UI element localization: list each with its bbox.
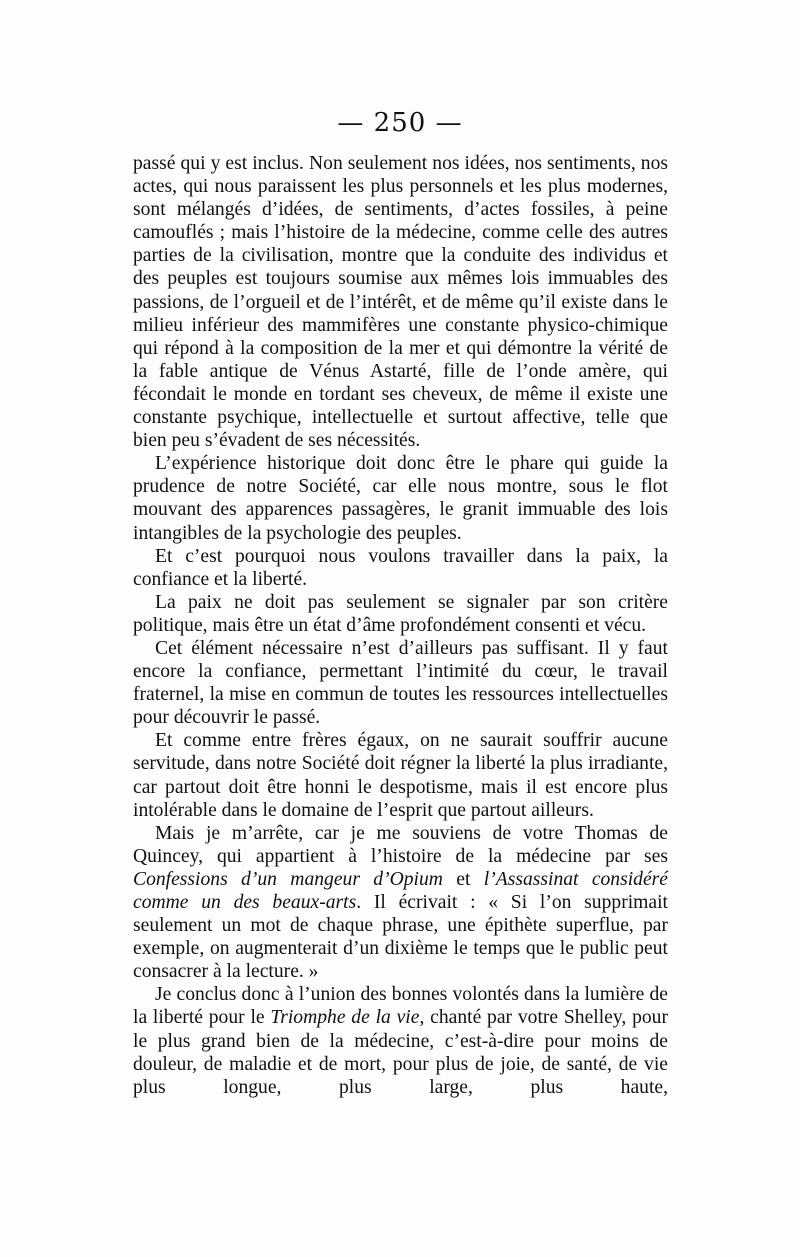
paragraph-8-text-c: , chanté par votre Shelley, pour le plus grand bien de la médecine, c’est-à-dire pour moins de douleur, de maladie et de mort, pour plus de joie, de santé, de vie plus longue, plus large, plus haute,	[133, 1007, 669, 1098]
paragraph-8-text-a: Je conclus donc à l’union des bonnes volontés dans la lumière de la liberté pour le	[133, 984, 668, 1029]
book-title-confessions: Confessions d’un mangeur d’Opium	[133, 868, 443, 890]
paragraph-7-text-c: et	[442, 868, 484, 890]
paragraph-7	[133, 822, 668, 984]
paragraph-2: L’expérience historique doit donc être le phare qui guide la prudence de notre Société, car elle nous montre, sous le flot mouvant des apparences passagères, le granit immuable des lois intangibles de la psychologie des peuples.	[133, 453, 668, 544]
paragraph-6: Et comme entre frères égaux, on ne saurait souffrir aucune servitude, dans notre Société doit régner la liberté la plus irradiante, car partout doit être honni le despotisme, mais il est encore plus intolérable dans le domaine de l’esprit que partout ailleurs.	[133, 730, 668, 821]
paragraph-7-text-a: Mais je m’arrête, car je me souviens de votre Thomas de Quincey, qui appartient à l’histoire de la médecine par ses	[133, 822, 668, 867]
book-title-assassinat: l’Assassinat considéré comme un des beaux-arts	[133, 868, 668, 913]
paragraph-8	[133, 983, 668, 1098]
poem-title-triomphe: Triomphe de la vie	[270, 1007, 420, 1029]
paragraph-1: passé qui y est inclus. Non seulement nos idées, nos sentiments, nos actes, qui nous paraissent les plus personnels et les plus modernes, sont mélangés d’idées, de sentiments, d’actes fossiles, à peine camouflés ; mais l’histoire de la médecine, comme celle des autres parties de la civilisation, montre que la conduite des individus et des peuples est toujours soumise aux mêmes lois immuables des passions, de l’orgueil et de l’intérêt, et de même qu’il existe dans le milieu inférieur des mammifères une constante physico-chimique qui répond à la composition de la mer et qui démontre la vérité de la fable antique de Vénus Astarté, fille de l’onde amère, qui fécondait le monde en tordant ses cheveux, de même il existe une constante psychique, intellectuelle et surtout affective, telle que bien peu s’évadent de ses nécessités.	[133, 153, 668, 452]
paragraph-7-text-e: . Il écrivait : « Si l’on supprimait seulement un mot de chaque phrase, une épithète superflue, par exemple, on augmenterait d’un dixième le temps que le public peut consacrer à la lecture. »	[133, 892, 668, 983]
body-text	[133, 152, 668, 1099]
page-number: — 250 —	[337, 108, 463, 138]
paragraph-5: Cet élément nécessaire n’est d’ailleurs pas suffisant. Il y faut encore la confiance, permettant l’intimité du cœur, le travail fraternel, la mise en commun de toutes les ressources intellectuelles pour découvrir le passé.	[133, 637, 668, 729]
paragraph-4: La paix ne doit pas seulement se signaler par son critère politique, mais être un état d’âme profondément consenti et vécu.	[133, 591, 668, 636]
paragraph-3: Et c’est pourquoi nous voulons travailler dans la paix, la confiance et la liberté.	[133, 545, 668, 590]
